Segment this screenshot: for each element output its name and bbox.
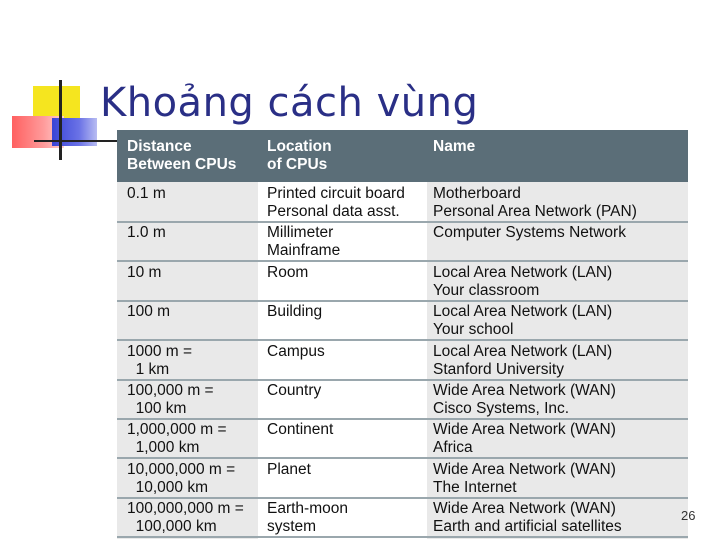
cell-distance: 1.0 m (127, 224, 166, 242)
cell-distance: 1000 m = 1 km (127, 342, 193, 378)
cell-location: Building (267, 303, 323, 321)
cell-name: Wide Area Network (WAN) Africa (433, 421, 616, 457)
cell-distance: 10,000,000 m = 10,000 km (127, 460, 236, 496)
table-row (117, 379, 688, 420)
cell-distance: 100,000,000 m = 100,000 km (127, 500, 244, 536)
header-name: Name (433, 138, 476, 155)
page-number: 26 (681, 508, 696, 523)
table-row (117, 300, 688, 341)
table-row (117, 340, 688, 381)
slide-title: Khoảng cách vùng (100, 80, 479, 126)
cell-location: Planet (267, 460, 311, 478)
cell-name: Local Area Network (LAN) Your school (433, 303, 613, 339)
cell-distance: 10 m (127, 263, 162, 281)
table-row (117, 418, 688, 459)
cell-distance: 1,000,000 m = 1,000 km (127, 421, 227, 457)
cell-location: Printed circuit board Personal data asst. (267, 185, 405, 220)
header-distance: Distance Between CPUs (127, 138, 237, 173)
network-distance-table (117, 130, 688, 539)
cell-name: Local Area Network (LAN) Your classroom (433, 263, 613, 299)
cell-name: Local Area Network (LAN) Stanford University (433, 342, 613, 378)
decor-vertical-line (59, 80, 62, 160)
cell-location: Campus (267, 342, 325, 360)
cell-location: Millimeter Mainframe (267, 224, 341, 260)
cell-location: Room (267, 263, 309, 281)
table-row (117, 182, 688, 223)
cell-distance: 100 m (127, 303, 171, 321)
table-row (117, 497, 688, 538)
table-row (117, 458, 688, 499)
cell-name: Computer Systems Network (433, 224, 626, 242)
cell-name: Wide Area Network (WAN) Earth and artificial satellites (433, 500, 622, 536)
cell-distance: 100,000 m = 100 km (127, 382, 214, 417)
table-header (117, 130, 688, 182)
cell-name: Wide Area Network (WAN) The Internet (433, 460, 616, 496)
cell-location: Earth-moon system (267, 500, 348, 536)
cell-name: Wide Area Network (WAN) Cisco Systems, Inc. (433, 382, 616, 417)
table-row (117, 221, 688, 262)
table-row (117, 261, 688, 302)
cell-location: Continent (267, 421, 334, 439)
cell-name: Motherboard Personal Area Network (PAN) (433, 185, 637, 220)
cell-location: Country (267, 382, 322, 399)
cell-distance: 0.1 m (127, 185, 166, 202)
header-location: Location of CPUs (267, 138, 332, 173)
